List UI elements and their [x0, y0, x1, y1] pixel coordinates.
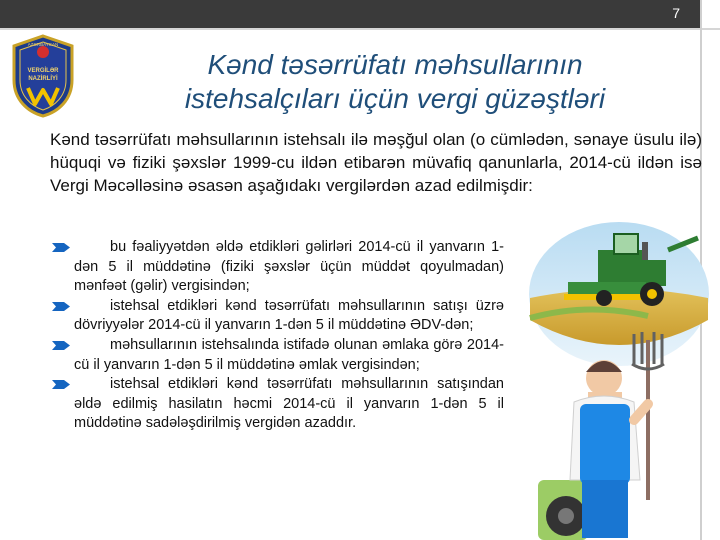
- ministry-emblem-icon: [6, 34, 80, 118]
- slide-title: [100, 48, 690, 116]
- logo-name-line2: NAZİRLİYİ: [28, 76, 58, 82]
- farmer-with-pitchfork-icon: [536, 330, 696, 540]
- list-item: [74, 297, 504, 336]
- list-item: [74, 375, 504, 434]
- title-line-1: Kənd təsərrüfatı məhsullarının: [207, 49, 583, 80]
- top-bar-divider: [0, 28, 720, 30]
- page-number: 7: [672, 5, 680, 21]
- list-item: [74, 238, 504, 297]
- arrow-bullet-icon: [52, 301, 70, 312]
- logo-name-line1: VERGİLƏR: [27, 68, 59, 74]
- logo-top-text: AZƏRBAYCAN: [27, 42, 59, 47]
- intro-paragraph: Kənd təsərrüfatı məhsullarının istehsalı ilə məşğul olan (o cümlədən, sənaye üsulu ilə) hüquqi və fiziki şəxslər 1999-cu ildən etibarən müvafiq qanunlarla, 2014-cü ildən isə Vergi Məcəlləsinə əsasən aşağıdakı vergilərdən azad edilmişdir:: [50, 130, 702, 195]
- arrow-bullet-icon: [52, 379, 70, 390]
- list-item-text: istehsal etdikləri kənd təsərrüfatı məhsullarının satışı üzrə dövriyyələr 2014-cü il yanvarın 1-dən 5 il müddətinə ƏDV-dən;: [74, 297, 504, 334]
- arrow-bullet-icon: [52, 242, 70, 253]
- list-item-text: bu fəaliyyətdən əldə etdikləri gəlirləri 2014-cü il yanvarın 1-dən 5 il müddətinə (fiziki şəxslər üçün müddət qoyulmadan) mənfəət (gəlir) vergisindən;: [74, 239, 504, 295]
- list-item-text: məhsullarının istehsalında istifadə olunan əmlaka görə 2014-cü il yanvarın 1-dən 5 il müddətinə əmlak vergisindən;: [74, 336, 504, 373]
- slide-top-bar: [0, 0, 700, 28]
- list-item: [74, 336, 504, 375]
- arrow-bullet-icon: [52, 340, 70, 351]
- list-item-text: istehsal etdikləri kənd təsərrüfatı məhsullarının satışından əldə edilmiş hasilatın həcmi 2014-cü il yanvarın 1-dən 5 il müddətinə sadələşdirilmiş vergidən azaddır.: [74, 376, 504, 432]
- title-line-2: istehsalçıları üçün vergi güzəştləri: [184, 83, 606, 114]
- exemption-list: [74, 238, 504, 434]
